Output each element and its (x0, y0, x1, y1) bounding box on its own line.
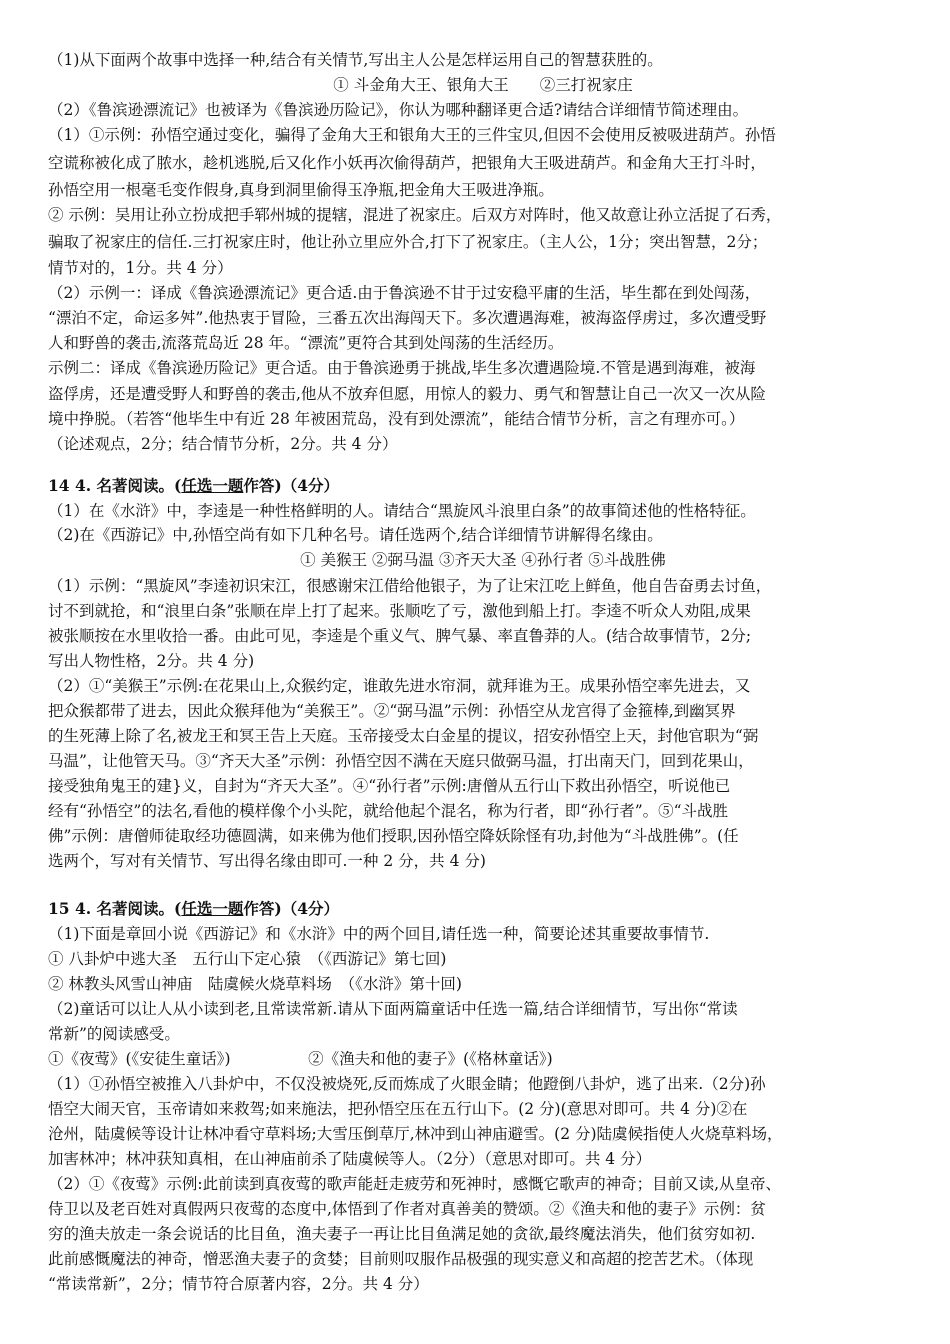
heading-suffix: 作答)（4分） (243, 476, 340, 495)
answer-line: 被张顺按在水里收拾一番。由此可见，李逵是个重义气、脾气暴、率直鲁莽的人。(结合故事情节，2分; (48, 627, 752, 645)
answer-line: 空谎称被化成了脓水，趁机逃脱,后又化作小妖再次偷得葫芦，把银角大王吸进葫芦。和金角大王打斗时， (48, 154, 766, 172)
answer-line: （2）①“美猴王”示例:在花果山上,众猴约定，谁敢先进水帘洞，就拜谁为王。成果孙悟空率先进去，又 (48, 677, 751, 695)
answer-line: ② 示例：吴用让孙立扮成把手郓州城的提辖，混进了祝家庄。后双方对阵时，他又故意让孙立活捉了石秀， (48, 206, 782, 224)
question-13-1: （1)从下面两个故事中选择一种,结合有关情节,写出主人公是怎样运用自己的智慧获胜的。 (48, 51, 663, 69)
answer-line: 接受独角鬼王的建}义，自封为“齐天大圣”。④“孙行者”示例:唐僧从五行山下救出孙悟空，听说他已 (48, 777, 731, 795)
answer-line: 沧州，陆虞候等设计让林冲看守草料场;大雪压倒草厅,林冲到山神庙避雪。(2 分)陆虞候指使人火烧草料场， (48, 1125, 783, 1143)
question-15-option-3: ①《夜莺》(《安徒生童话》) ②《渔夫和他的妻子》(《格林童话》) (48, 1050, 553, 1068)
answer-line: 盗俘虏，还是遭受野人和野兽的袭击,他从不放弃但愿，用惊人的毅力、勇气和智慧让自己一次又一次从险 (48, 385, 766, 403)
answer-line: 写出人物性格，2分。共 4 分) (48, 652, 255, 670)
answer-line: 佛”示例：唐僧师徒取经功德圆满，如来佛为他们授职,因孙悟空降妖除怪有功,封他为“斗战胜佛”。(任 (48, 827, 739, 845)
answer-line: 人和野兽的袭击,流落荒岛近 28 年。“漂流”更符合其到处闯荡的生活经历。 (48, 334, 564, 352)
question-15-1: （1)下面是章回小说《西游记》和《水浒》中的两个回目,请任选一种，简要论述其重要故事情节. (48, 925, 710, 943)
answer-line: （1）①孙悟空被推入八卦炉中，不仅没被烧死,反而炼成了火眼金睛；他蹬倒八卦炉，逃了出来.（2分)孙 (48, 1075, 766, 1093)
section-15-heading (48, 899, 918, 919)
answer-line: （2）①《夜莺》示例:此前读到真夜莺的歌声能赶走疲劳和死神时，感慨它歌声的神奇；目前又读,从皇帝、 (48, 1175, 782, 1193)
question-15-2: （2)童话可以让人从小读到老,且常读常新.请从下面两篇童话中任选一篇,结合详细情节，写出你“常读 (48, 1000, 738, 1018)
answer-line: （论述观点，2分；结合情节分析，2分。共 4 分） (48, 435, 398, 453)
answer-line: 侍卫以及老百姓对真假两只夜莺的态度中,体悟到了作者对真善美的赞颂。②《渔夫和他的妻子》示例：贫 (48, 1200, 766, 1218)
answer-line: 把众猴都带了进去，因此众猴拜他为“美猴王”。②“弼马温”示例：孙悟空从龙宫得了金箍棒,到幽冥界 (48, 702, 736, 720)
question-14-1: （1）在《水浒》中，李逵是一种性格鲜明的人。请结合“黑旋风斗浪里白条”的故事简述他的性格特征。 (48, 502, 756, 520)
heading-underlined: 任选一题 (181, 476, 244, 495)
heading-underlined: 任选一题 (181, 899, 244, 918)
answer-line: （1）示例：“黑旋风”李逵初识宋江，很感谢宋江借给他银子，为了让宋江吃上鲜鱼，他自告奋勇去讨鱼， (48, 577, 772, 595)
question-15-option-1: ① 八卦炉中逃大圣 五行山下定心猿 （《西游记》第七回) (48, 950, 447, 968)
answer-line: 此前感慨魔法的神奇，憎恶渔夫妻子的贪婪；目前则叹服作品极强的现实意义和高超的挖苦艺术。（体现 (48, 1250, 754, 1268)
question-15-option-2: ② 林教头风雪山神庙 陆虞候火烧草料场 （《水浒》第十回) (48, 975, 462, 993)
question-14-options: ① 美猴王 ②弼马温 ③齐天大圣 ④孙行者 ⑤斗战胜佛 (300, 551, 666, 569)
answer-line: “常读常新”，2分；情节符合原著内容，2分。共 4 分） (48, 1275, 429, 1293)
question-14-2: （2)在《西游记》中,孙悟空尚有如下几种名号。请任选两个,结合详细情节讲解得名缘由。 (48, 526, 663, 544)
question-13-2: （2）《鲁滨逊漂流记》也被译为《鲁滨逊历险记》，你认为哪种翻译更合适?请结合详细情节简述理由。 (48, 101, 749, 119)
answer-line: 骗取了祝家庄的信任.三打祝家庄时，他让孙立里应外合,打下了祝家庄。（主人公，1分；突出智慧，2分； (48, 233, 768, 251)
answer-line: 穷的渔夫放走一条会说话的比目鱼，渔夫妻子一再让比目鱼满足她的贪欲,最终魔法消失，他们贫穷如初. (48, 1225, 756, 1243)
answer-line: 示例二：译成《鲁滨逊历险记》更合适。由于鲁滨逊勇于挑战,毕生多次遭遇险境.不管是遇到海难，被海 (48, 359, 756, 377)
answer-line: （2）示例一：译成《鲁滨逊漂流记》更合适.由于鲁滨逊不甘于过安稳平庸的生活，毕生都在到处闯荡， (48, 284, 761, 302)
answer-line: 讨不到就抢，和“浪里白条”张顺在岸上打了起来。张顺吃了亏，激他到船上打。李逵不听众人劝阻,成果 (48, 602, 751, 620)
answer-line: 选两个，写对有关情节、写出得名缘由即可.一种 2 分，共 4 分) (48, 852, 486, 870)
answer-line: 马温”，让他管天马。③“齐天大圣”示例：孙悟空因不满在天庭只做弼马温，打出南天门，回到花果山， (48, 752, 754, 770)
answer-line: “漂泊不定，命运多舛”.他热衷于冒险，三番五次出海闯天下。多次遭遇海难，被海盗俘虏过，多次遭受野 (48, 309, 767, 327)
heading-prefix: 14 4. 名著阅读。( (48, 476, 182, 495)
answer-line: 经有“孙悟空”的法名,看他的模样像个小头陀，就给他起个混名，称为行者，即“孙行者”。⑤“斗战胜 (48, 802, 729, 820)
section-14-heading (48, 476, 918, 496)
answer-line: 的生死薄上除了名,被龙王和冥王告上天庭。玉帝接受太白金星的提议，招安孙悟空上天，封他官职为“弼 (48, 727, 759, 745)
answer-line: 孙悟空用一根毫毛变作假身,真身到洞里偷得玉净瓶,把金角大王吸进净瓶。 (48, 181, 554, 199)
answer-line: （1）①示例：孙悟空通过变化，骗得了金角大王和银角大王的三件宝贝,但因不会使用反被吸进葫芦。孙悟 (48, 126, 776, 144)
question-13-options: ① 斗金角大王、银角大王 ②三打祝家庄 (333, 76, 633, 94)
answer-line: 境中挣脱。（若答“他毕生中有近 28 年被困荒岛，没有到处漂流”，能结合情节分析，言之有理亦可。） (48, 410, 745, 428)
heading-prefix: 15 4. 名著阅读。( (48, 899, 182, 918)
answer-line: 情节对的，1分。共 4 分） (48, 259, 233, 277)
heading-suffix: 作答)（4分） (243, 899, 340, 918)
answer-line: 加害林冲；林冲获知真相，在山神庙前杀了陆虞候等人。（2分）（意思对即可。共 4 分） (48, 1150, 652, 1168)
question-15-2: 常新”的阅读感受。 (48, 1025, 180, 1043)
answer-line: 悟空大闹天官，玉帝请如来救驾;如来施法，把孙悟空压在五行山下。(2 分)(意思对即可。共 4 分)②在 (48, 1100, 748, 1118)
